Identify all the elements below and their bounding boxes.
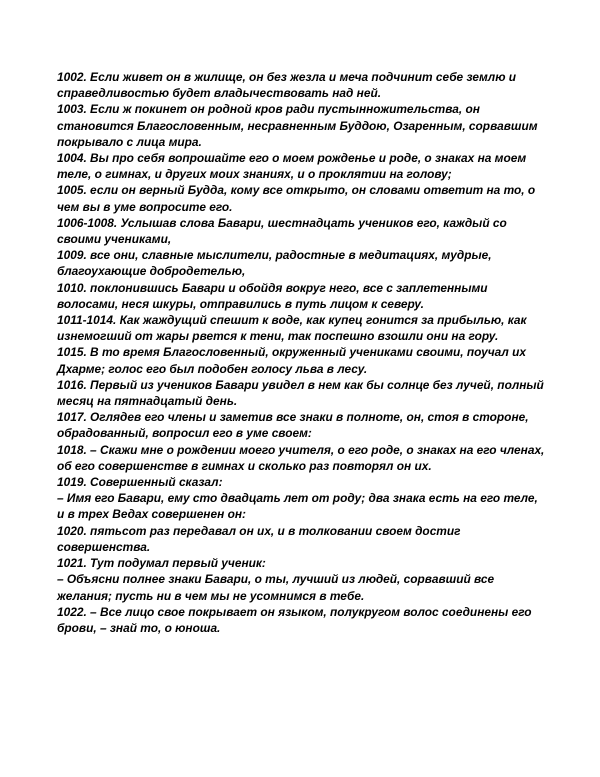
verse-1015: 1015. В то время Благословенный, окруженный учениками своими, поучал их Дхарме; голос его был подобен голосу льва в лесу. bbox=[57, 345, 526, 376]
verse-1003: 1003. Если ж покинет он родной кров ради пустынножительства, он становится Благословенным, несравненным Буддою, Озаренным, сорвавшим покрывало с лица мира. bbox=[57, 102, 538, 149]
verse-1011-1014: 1011-1014. Как жаждущий спешит к воде, как купец гонится за прибылью, как изнемогший от жары рвется к тени, так поспешно взошли они на гору. bbox=[57, 313, 527, 344]
verse-1009: 1009. все они, славные мыслители, радостные в медитациях, мудрые, благоухающие добродетелью, bbox=[57, 248, 492, 279]
verse-1016: 1016. Первый из учеников Бавари увидел в нем как бы солнце без лучей, полный месяц на пятнадцатый день. bbox=[57, 377, 544, 409]
verse-1017: 1017. Оглядев его члены и заметив все знаки в полноте, он, стоя в стороне, обрадованный, вопросил его в уме своем: bbox=[57, 410, 529, 441]
verse-1018: 1018. – Скажи мне о рождении моего учителя, о его роде, о знаках на его членах, об его совершенстве в гимнах и сколько раз повторял он их. bbox=[57, 442, 545, 473]
verse-1010: 1010. поклонившись Бавари и обойдя вокруг него, все с заплетенными волосами, неся шкуры, отправились в путь лицом к северу. bbox=[57, 280, 488, 311]
verse-1004: 1004. Вы про себя вопрошайте его о моем рожденье и роде, о знаках на моем теле, о гимнах, и других моих знаниях, и о проклятии на голову; bbox=[57, 151, 527, 182]
verse-1022: 1022. – Все лицо свое покрывает он языком, полукругом волос соединены его брови, – знай то, о юноша. bbox=[57, 604, 532, 635]
verse-text-block bbox=[57, 69, 547, 636]
verse-1021: 1021. Тут подумал первый ученик: bbox=[57, 556, 266, 571]
verse-1005: 1005. если он верный Будда, кому все открыто, он словами ответит на то, о чем вы в уме вопросите его. bbox=[57, 183, 536, 214]
verse-1021-question: – Объясни полнее знаки Бавари, о ты, лучший из людей, сорвавший все желания; пусть ни в чем мы не усомнимся в тебе. bbox=[57, 572, 495, 603]
verse-1020: 1020. пятьсот раз передавал он их, и в толковании своем достиг совершенства. bbox=[57, 523, 461, 554]
verse-1019: 1019. Совершенный сказал: bbox=[57, 475, 223, 490]
verse-1006-1008: 1006-1008. Услышав слова Бавари, шестнадцать учеников его, каждый со своими учениками, bbox=[57, 215, 507, 247]
verse-1002: 1002. Если живет он в жилище, он без жезла и меча подчинит себе землю и справедливостью будет владычествовать над ней. bbox=[57, 70, 517, 101]
verse-1019-reply: – Имя его Бавари, ему сто двадцать лет от роду; два знака есть на его теле, и в трех Ведах совершенен он: bbox=[57, 491, 538, 522]
